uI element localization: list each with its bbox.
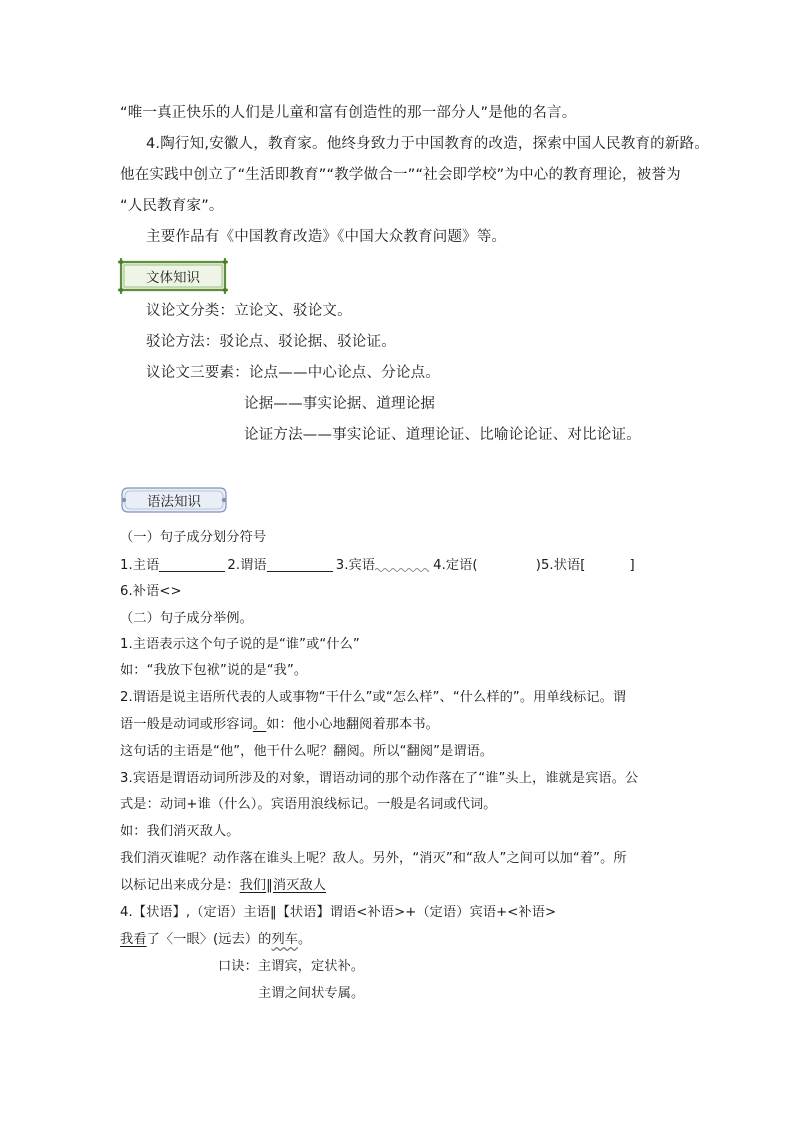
marked-object: 敌人 [299,878,327,893]
symbol-attribute-open: 4.定语( [433,557,478,573]
grammar-sec2-title: （二）句子成分举例。 [120,611,253,626]
marked-predicate: 消灭 [272,878,300,893]
grammar-p2-line3: 这句话的主语是“他”，他干什么呢？翻阅。所以“翻阅”是谓语。 [120,744,494,759]
bio-line-2: 4.陶行知,安徽人，教育家。他终身致力于中国教育的改造，探索中国人民教育的新路。 [146,136,709,152]
predicate-line-icon [267,558,333,572]
genre-item-5: 论证方法——事实论证、道理论证、比喻论论证、对比论证。 [244,427,641,443]
symbol-predicate-label: 2.谓语 [227,557,267,573]
grammar-p3-line3: 如：我们消灭敌人。 [120,824,240,839]
genre-heading: 文体知识 [146,270,200,286]
mnemonic-line-2: 主谓之间状专属。 [258,986,365,1001]
grammar-p2-line2: 语一般是动词或形容词。如：他小心地翻阅着那本书。 [120,717,439,732]
genre-item-2: 驳论方法：驳论点、驳论据、驳论证。 [146,334,396,350]
genre-item-4: 论据——事实论据、道理论据 [244,396,436,412]
grammar-heading-tag [120,486,228,514]
subject-double-line-icon [159,558,225,572]
bio-line-4: “人民教育家”。 [120,198,224,214]
bio-line-5: 主要作品有《中国教育改造》《中国大众教育问题》等。 [146,229,507,245]
bio-line-3: 他在实践中创立了“生活即教育”“教学做合一”“社会即学校”为中心的教育理论，被誉为 [120,167,681,183]
grammar-sec1-title: （一）句子成分划分符号 [120,530,267,545]
genre-item-1: 议论文分类：立论文、驳论文。 [146,303,352,319]
symbol-object-label: 3.宾语 [335,557,376,573]
grammar-p4: 4.【状语】,（定语）主语‖【状语】谓语<补语>+（定语）宾语+<补语> [120,905,557,920]
grammar-p1: 1.主语表示这个句子说的是“谁”或“什么” [120,637,360,652]
grammar-example: 我看了〈一眼〉(远去）的列车。 [120,932,312,947]
genre-item-3: 议论文三要素：论点——中心论点、分论点。 [146,365,440,381]
bio-line-1: “唯一真正快乐的人们是儿童和富有创造性的那一部分人”是他的名言。 [120,105,577,121]
example-subject: 我 [120,932,134,947]
grammar-p3-line4: 我们消灭谁呢？动作落在谁头上呢？敌人。另外，“消灭”和“敌人”之间可以加“着”。所 [120,851,627,866]
grammar-heading: 语法知识 [147,494,201,510]
symbol-attribute-close: ) [535,557,541,573]
grammar-p3-line5: 以标记出来成分是：我们‖消灭敌人 [120,878,327,893]
object-wavy-line-icon [375,558,429,572]
symbol-complement: 6.补语<> [120,584,182,599]
mnemonic-line-1: 口诀：主谓宾，定状补。 [218,959,365,974]
marked-subject: 我们 [239,878,267,893]
grammar-p3-line1: 3.宾语是谓语动词所涉及的对象，谓语动词的那个动作落在了“谁”头上，谁就是宾语。公 [120,771,639,786]
example-predicate: 看 [133,932,147,947]
symbol-adverbial-open: 5.状语[ [540,557,586,573]
symbol-row [120,558,635,572]
grammar-p3-line2: 式是：动词+谁（什么）。宾语用浪线标记。一般是名词或代词。 [120,797,497,812]
symbol-subject-label: 1.主语 [120,557,160,573]
genre-heading-tag [118,258,228,294]
grammar-p1-example: 如：“我放下包袱”说的是“我”。 [120,663,308,678]
grammar-p2-line1: 2.谓语是说主语所代表的人或事物“干什么”或“怎么样”、“什么样的”。用单线标记。谓 [120,690,627,705]
example-object: 列车 [271,932,299,947]
symbol-adverbial-close: ] [629,557,635,573]
